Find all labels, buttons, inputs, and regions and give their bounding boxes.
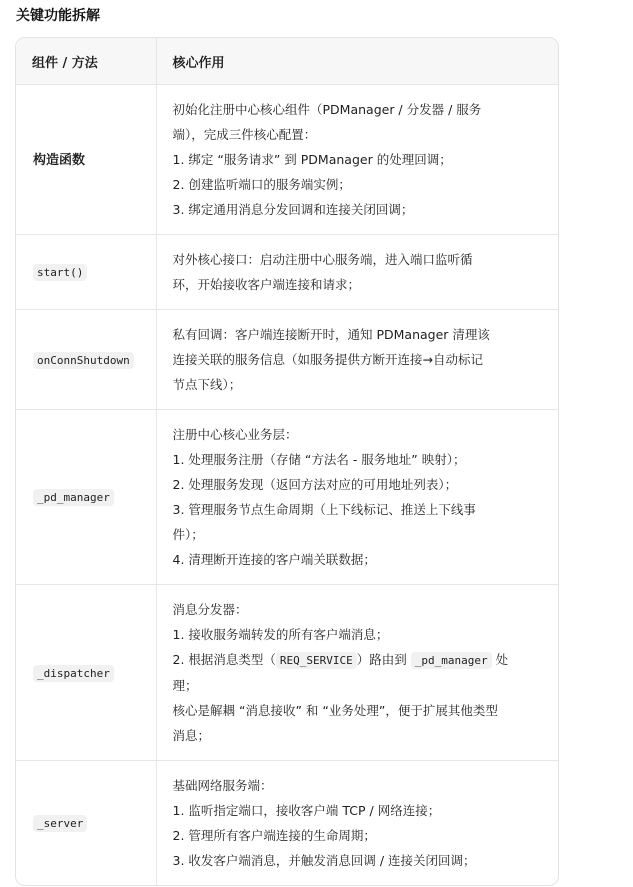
description-line: 2. 根据消息类型（ REQ_SERVICE ）路由到 _pd_manager 处 bbox=[172, 652, 509, 667]
table-row bbox=[16, 761, 558, 886]
description-line: 1. 接收服务端转发的所有客户端消息； bbox=[172, 627, 389, 642]
description-line: 私有回调：客户端连接断开时，通知 PDManager 清理该 bbox=[172, 327, 490, 342]
component-description-cell bbox=[156, 410, 558, 585]
description-line: 对外核心接口：启动注册中心服务端，进入端口监听循 bbox=[172, 252, 473, 267]
description-line: 节点下线）； bbox=[172, 377, 242, 392]
section-title: 关键功能拆解 bbox=[16, 8, 100, 24]
inline-code: REQ_SERVICE bbox=[276, 652, 357, 669]
description-line: 3. 收发客户端消息，并触发消息回调 / 连接关闭回调； bbox=[172, 853, 476, 868]
feature-table-container bbox=[15, 37, 559, 886]
description-line: 消息； bbox=[172, 728, 211, 743]
component-name-cell bbox=[16, 761, 156, 886]
component-description-cell bbox=[156, 310, 558, 410]
feature-table bbox=[16, 38, 558, 885]
header-role: 核心作用 bbox=[156, 38, 558, 85]
description-line: 初始化注册中心核心组件（PDManager / 分发器 / 服务 bbox=[172, 102, 482, 117]
component-name-cell bbox=[16, 85, 156, 235]
component-name: onConnShutdown bbox=[33, 352, 134, 369]
description-line: 2. 处理服务发现（返回方法对应的可用地址列表）； bbox=[172, 477, 458, 492]
component-name-cell bbox=[16, 410, 156, 585]
component-description-cell bbox=[156, 761, 558, 886]
table-row bbox=[16, 85, 558, 235]
description-line: 4. 清理断开连接的客户端关联数据； bbox=[172, 552, 376, 567]
description-line: 1. 监听指定端口，接收客户端 TCP / 网络连接； bbox=[172, 803, 441, 818]
description-line: 1. 处理服务注册（存储 “方法名 - 服务地址” 映射）； bbox=[172, 452, 466, 467]
component-name: _dispatcher bbox=[33, 665, 114, 682]
component-name: start() bbox=[33, 264, 87, 281]
component-name-cell bbox=[16, 585, 156, 761]
description-line: 端），完成三件核心配置： bbox=[172, 127, 317, 142]
component-name: _pd_manager bbox=[33, 489, 114, 506]
table-row bbox=[16, 235, 558, 310]
table-row bbox=[16, 585, 558, 761]
description-line: 3. 绑定通用消息分发回调和连接关闭回调； bbox=[172, 202, 414, 217]
component-name: _server bbox=[33, 815, 87, 832]
description-line: 连接关联的服务信息（如服务提供方断开连接→自动标记 bbox=[172, 352, 483, 367]
component-name: 构造函数 bbox=[33, 152, 86, 168]
description-line: 消息分发器： bbox=[172, 602, 248, 617]
inline-code: _pd_manager bbox=[411, 652, 492, 669]
component-name-cell bbox=[16, 310, 156, 410]
component-description-cell bbox=[156, 85, 558, 235]
description-line: 3. 管理服务节点生命周期（上下线标记、推送上下线事 bbox=[172, 502, 476, 517]
description-line: 环，开始接收客户端连接和请求； bbox=[172, 277, 361, 292]
component-description-cell bbox=[156, 235, 558, 310]
description-line: 件）； bbox=[172, 527, 204, 542]
description-line: 基础网络服务端： bbox=[172, 778, 273, 793]
description-line: 注册中心核心业务层： bbox=[172, 427, 298, 442]
table-row bbox=[16, 410, 558, 585]
table-body bbox=[16, 85, 558, 886]
header-component: 组件 / 方法 bbox=[16, 38, 156, 85]
component-description-cell bbox=[156, 585, 558, 761]
description-line: 1. 绑定 “服务请求” 到 PDManager 的处理回调； bbox=[172, 152, 452, 167]
description-line: 2. 创建监听端口的服务端实例； bbox=[172, 177, 351, 192]
description-line: 理； bbox=[172, 678, 198, 693]
component-name-cell bbox=[16, 235, 156, 310]
description-line: 核心是解耦 “消息接收” 和 “业务处理”，便于扩展其他类型 bbox=[172, 703, 498, 718]
table-header-row bbox=[16, 38, 558, 85]
table-row bbox=[16, 310, 558, 410]
description-line: 2. 管理所有客户端连接的生命周期； bbox=[172, 828, 376, 843]
